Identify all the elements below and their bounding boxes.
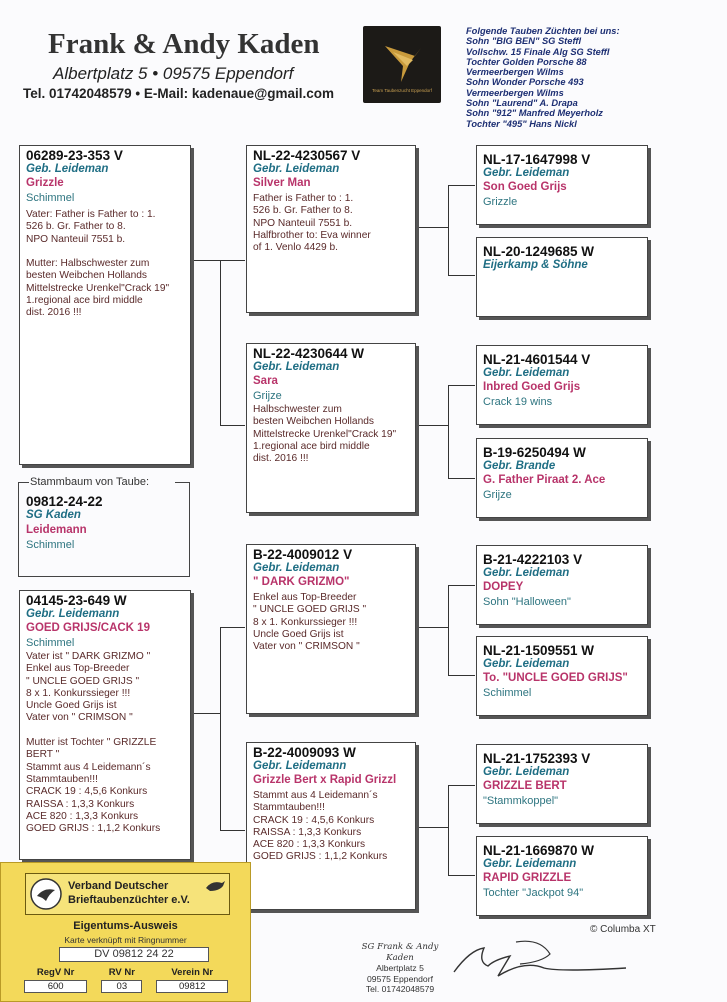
breeder: Geb. Leideman (26, 163, 109, 175)
subject-card[interactable] (26, 494, 103, 551)
ring-number: NL-22-4230567 V (253, 148, 361, 163)
connector (448, 585, 449, 675)
sponsor-line: Vermeerbergen Wilms (466, 67, 564, 78)
card-table (17, 966, 235, 994)
card-header: RV Nr (108, 967, 135, 978)
pigeon-name: Inbred Goed Grijs (483, 381, 581, 393)
sponsor-line: Sohn "912" Manfred Meyerholz (466, 108, 603, 119)
pigeon-name: RAPID GRIZZLE (483, 872, 572, 884)
pedigree-notes: Halbschwester zum besten Weibchen Hollands Mittelstrecke Urenkel"Crack 19" 1.regional ace bird middle dist. 2016 !!! (253, 404, 397, 465)
org-name-line1: Verband Deutscher (68, 880, 169, 892)
breeder-name: Frank & Andy Kaden (48, 28, 320, 60)
card-value: 600 (24, 980, 87, 993)
pedigree-label: Stammbaum von Taube: (30, 476, 150, 488)
pigeon-color: Schimmel (26, 539, 75, 551)
dove-emblem-icon (29, 877, 63, 911)
breeder: Gebr. Leideman (253, 361, 340, 373)
card-subtitle: Karte verknüpft mit Ringnummer (64, 935, 187, 945)
connector (448, 385, 449, 478)
pigeon-color: Schimmel (26, 637, 75, 649)
grandparent-card[interactable] (246, 742, 416, 910)
breeder: Gebr. Leideman (483, 167, 570, 179)
pigeon-note: "Stammkoppel" (483, 795, 559, 807)
pedigree-notes: Stammt aus 4 Leidemann´s Stammtauben!!! CRACK 19 : 4,5,6 Konkurs RAISSA : 1,3,3 Konkurs ACE 820 : 1,3,3 Konkurs GOED GRIJS : 1,1,2 Konkurs (253, 790, 388, 863)
pigeon-name: To. "UNCLE GOED GRIJS" (483, 672, 628, 684)
stamp-line: Albertplatz 5 (376, 963, 424, 973)
breeder: Gebr. Leidemann (483, 858, 577, 870)
great-grandparent-card[interactable] (476, 836, 648, 916)
pedigree-notes: Enkel aus Top-Breeder " UNCLE GOED GRIJS " 8 x 1. Konkurssieger !!! Uncle Goed Grijs ist Vater von " CRIMSON " (253, 592, 367, 653)
breeder: Eijerkamp & Söhne (483, 259, 588, 271)
connector (220, 260, 245, 261)
logo-caption: Team Taubenzucht Eppendorf (372, 88, 432, 93)
connector (448, 675, 475, 676)
stamp-line: SG Frank & Andy Kaden (361, 942, 439, 963)
connector (416, 425, 448, 426)
great-grandparent-card[interactable] (476, 438, 648, 518)
pedigree-notes: Father is Father to : 1. 526 b. Gr. Father to 8. NPO Nanteuil 7551 b. Halfbrother to: Eva winner of 1. Venlo 4429 b. (253, 193, 371, 254)
pigeon-color: Schimmel (26, 192, 75, 204)
ring-number: 09812-24-22 (26, 494, 103, 509)
ring-number: NL-21-1752393 V (483, 751, 591, 766)
sponsor-line: Vollschw. 15 Finale Alg SG Steffl (466, 46, 610, 57)
pedigree-notes: Vater ist " DARK GRIZMO " Enkel aus Top-Breeder " UNCLE GOED GRIJS " 8 x 1. Konkurssieger !!! Uncle Goed Grijs ist Vater von " CRIMSON " Mutter ist Tochter " GRIZZLE BERT " Stammt aus 4 Leidemann´s Stammtauben!!! CRACK 19 : 4,5,6 Konkurs RAISSA : 1,3,3 Konkurs ACE 820 : 1,3,3 Konkurs GOED GRIJS : 1,1,2 Konkurs (26, 651, 161, 835)
ring-number: NL-21-1669870 W (483, 843, 595, 858)
pigeon-name: " DARK GRIZMO" (253, 576, 350, 588)
pigeon-name: G. Father Piraat 2. Ace (483, 474, 606, 486)
breeder: Gebr. Leideman (483, 658, 570, 670)
breeder: Gebr. Brande (483, 460, 556, 472)
connector (448, 585, 475, 586)
sponsor-line: Sohn "BIG BEN" SG Steffl (466, 36, 582, 47)
great-grandparent-card[interactable] (476, 145, 648, 225)
grandparent-card[interactable] (246, 544, 416, 714)
breeder: Gebr. Leidemann (253, 760, 347, 772)
sponsor-block (466, 26, 620, 129)
breeder-contact: Tel. 01742048579 • E-Mail: kadenaue@gmail.com (23, 86, 335, 101)
pigeon-name: Grizzle (26, 177, 64, 189)
pigeon-name: DOPEY (483, 581, 524, 593)
ring-number: NL-21-1509551 W (483, 643, 595, 658)
sponsor-title: Folgende Tauben Züchten bei uns: (466, 26, 620, 36)
card-inner (25, 873, 230, 915)
sponsor-line: Vermeerbergen Wilms (466, 87, 564, 98)
breeder: Gebr. Leideman (483, 567, 570, 579)
great-grandparent-card[interactable] (476, 345, 648, 425)
stamp-line: Tel. 01742048579 (365, 984, 435, 994)
connector (220, 627, 245, 628)
breeder: Gebr. Leideman (253, 163, 340, 175)
pigeon-note: Grizzle (483, 196, 518, 208)
signature-icon (450, 930, 630, 990)
connector (416, 227, 448, 228)
ring-number: NL-20-1249685 W (483, 244, 595, 259)
copyright: © Columba XT (590, 924, 656, 935)
connector (448, 785, 449, 875)
pigeon-name: Grizzle Bert x Rapid Grizzl (253, 774, 397, 786)
pigeon-note: Tochter "Jackpot 94" (483, 887, 584, 899)
pigeon-name: Son Goed Grijs (483, 181, 567, 193)
ring-number: B-22-4009012 V (253, 547, 353, 562)
breeder-stamp (350, 942, 450, 995)
pigeon-name: Leidemann (26, 524, 87, 536)
ring-number: B-21-4222103 V (483, 552, 583, 567)
connector (448, 275, 475, 276)
connector (220, 260, 221, 425)
club-logo (363, 26, 441, 103)
great-grandparent-card[interactable] (476, 744, 648, 824)
great-grandparent-card[interactable] (476, 237, 648, 317)
connector (448, 875, 475, 876)
sponsor-line: Sohn "Laurend" A. Drapa (466, 98, 578, 109)
ring-number: 04145-23-649 W (26, 593, 127, 608)
card-title: Eigentums-Ausweis (73, 920, 178, 932)
card-header: RegV Nr (36, 967, 75, 978)
ring-number: NL-21-4601544 V (483, 352, 591, 367)
card-value: 09812 (156, 980, 228, 993)
ring-number: B-19-6250494 W (483, 445, 586, 460)
great-grandparent-card[interactable] (476, 545, 648, 625)
connector (416, 827, 448, 828)
sponsor-line: Tochter Golden Porsche 88 (466, 56, 587, 67)
card-value: 03 (101, 980, 142, 993)
connector (448, 478, 475, 479)
great-grandparent-card[interactable] (476, 636, 648, 716)
grandparent-card[interactable] (246, 343, 416, 513)
ring-number: 06289-23-353 V (26, 148, 123, 163)
ownership-card (0, 862, 251, 1002)
pigeon-name: GOED GRIJS/CACK 19 (26, 622, 150, 634)
breeder: Gebr. Leidemann (26, 608, 120, 620)
breeder-address: Albertplatz 5 • 09575 Eppendorf (53, 64, 294, 83)
breeder: Gebr. Leideman (483, 367, 570, 379)
breeder: Gebr. Leideman (483, 766, 570, 778)
pigeon-icon (204, 879, 226, 893)
pigeon-note: Crack 19 wins (483, 396, 553, 408)
connector (448, 785, 475, 786)
sponsor-line: Sohn Wonder Porsche 493 (466, 77, 584, 88)
connector (191, 713, 220, 714)
stamp-line: 09575 Eppendorf (367, 973, 433, 984)
ring-number: NL-22-4230644 W (253, 346, 365, 361)
connector (448, 185, 449, 275)
ring-number: B-22-4009093 W (253, 745, 356, 760)
sponsor-line: Tochter "495" Hans Nickl (466, 118, 577, 129)
mother-card[interactable] (19, 590, 191, 860)
father-card[interactable] (19, 145, 191, 465)
connector (220, 425, 245, 426)
pigeon-color: Grijze (253, 390, 282, 402)
pigeon-note: Schimmel (483, 687, 532, 699)
pigeon-name: GRIZZLE BERT (483, 780, 567, 792)
ring-number: NL-17-1647998 V (483, 152, 591, 167)
connector (416, 627, 448, 628)
pigeon-note: Grijze (483, 489, 512, 501)
pigeon-name: Sara (253, 375, 278, 387)
connector (448, 385, 475, 386)
breeder: Gebr. Leideman (253, 562, 340, 574)
org-name-line2: Brieftaubenzüchter e.V. (68, 894, 190, 906)
connector (191, 260, 220, 261)
connector (448, 185, 475, 186)
pigeon-note: Sohn "Halloween" (483, 596, 571, 608)
connector (220, 627, 221, 830)
card-header: Verein Nr (171, 967, 214, 978)
grandparent-card[interactable] (246, 145, 416, 313)
card-ring-field: DV 09812 24 22 (59, 947, 209, 962)
pedigree-notes: Vater: Father is Father to : 1. 526 b. Gr. Father to 8. NPO Nanteuil 7551 b. Mutter: Halbschwester zum besten Weibchen Hollands Mittelstrecke Urenkel"Crack 19" 1.regional ace bird middle dist. 2016 !!! (26, 209, 170, 319)
connector (220, 830, 245, 831)
breeder: SG Kaden (26, 509, 81, 521)
pigeon-name: Silver Man (253, 177, 311, 189)
